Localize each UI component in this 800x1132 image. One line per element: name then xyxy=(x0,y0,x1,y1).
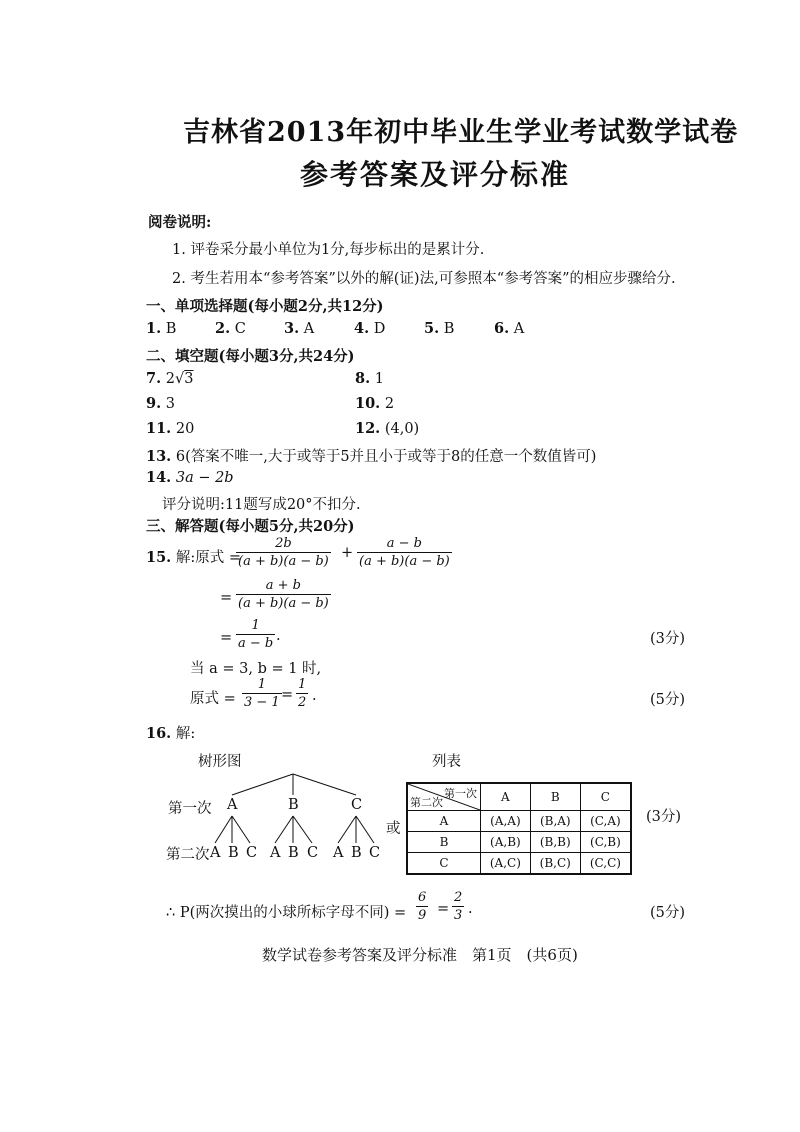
q15-fraction-2: $\frac{a - b}{(a + b)(a - b)}$ xyxy=(359,536,450,569)
q16-score-1: (3分) xyxy=(646,809,682,825)
q15-score-1: (3分) xyxy=(650,631,686,647)
tree-branch-root-c xyxy=(293,774,356,795)
tree-leaf: C xyxy=(307,845,319,861)
q16-eq: = xyxy=(437,901,450,917)
q16-period: . xyxy=(468,901,473,917)
tree-branch-b-a xyxy=(275,816,293,843)
tree-branch-a-a xyxy=(215,816,232,843)
tree-branch-c-a xyxy=(338,816,356,843)
q15-period: . xyxy=(276,628,281,644)
q15-line1-label: 15. 解:原式 = xyxy=(146,549,241,566)
answer-11: 11. 20 xyxy=(146,420,195,437)
section1-heading: 一、单项选择题(每小题2分,共12分) xyxy=(146,298,384,315)
scoring-note: 评分说明:11题写成20°不扣分. xyxy=(162,497,361,513)
table-col-header: A xyxy=(481,783,531,811)
q15-score-2: (5分) xyxy=(650,692,686,708)
tree-leaf: A xyxy=(270,845,281,861)
tree-leaf: A xyxy=(333,845,344,861)
q15-eq-3: = xyxy=(281,687,294,703)
notes-heading: 阅卷说明: xyxy=(148,214,212,231)
answer-6: 6. A xyxy=(494,320,525,337)
tree-node-b: B xyxy=(288,797,299,813)
table-cell: (A,A) xyxy=(481,811,531,832)
table-cell: (B,A) xyxy=(530,811,580,832)
q16-fraction-2: $\frac{2}{3}$ xyxy=(454,890,463,923)
answer-12: 12. (4,0) xyxy=(355,420,420,437)
tree-branch-root-a xyxy=(232,774,293,795)
answer-1: 1. B xyxy=(146,320,177,337)
or-text: 或 xyxy=(386,821,401,837)
tree-leaf: B xyxy=(228,845,239,861)
tree-title: 树形图 xyxy=(198,754,242,770)
answer-13: 13. 6(答案不唯一,大于或等于5并且小于或等于8的任意一个数值皆可) xyxy=(146,448,597,465)
table-header-row xyxy=(407,783,631,811)
q15-plus: + xyxy=(341,545,354,561)
table-col-header: B xyxy=(530,783,580,811)
table-cell: (A,C) xyxy=(481,853,531,875)
note-item-1: 1. 评卷采分最小单位为1分,每步标出的是累计分. xyxy=(172,242,485,258)
table-corner-cell xyxy=(407,783,481,811)
table-row xyxy=(407,853,631,875)
section3-heading: 三、解答题(每小题5分,共20分) xyxy=(146,518,355,535)
tree-second-label: 第二次 xyxy=(166,847,210,863)
tree-leaf: C xyxy=(246,845,258,861)
q15-fraction-3: $\frac{a + b}{(a + b)(a - b)}$ xyxy=(238,578,329,611)
table-cell: (C,C) xyxy=(580,853,631,875)
q15-fraction-4: $\frac{1}{a - b}$ xyxy=(238,618,274,651)
table-title: 列表 xyxy=(432,754,461,770)
tree-leaf: B xyxy=(288,845,299,861)
outcome-table xyxy=(406,782,632,875)
tree-node-a: A xyxy=(227,797,238,813)
table-row-header: A xyxy=(407,811,481,832)
table-cell: (C,B) xyxy=(580,832,631,853)
tree-node-c: C xyxy=(351,797,363,813)
table-col-header: C xyxy=(580,783,631,811)
q15-orig: 原式 = xyxy=(190,691,236,707)
q16-fraction-1: $\frac{6}{9}$ xyxy=(418,890,427,923)
page-subtitle: 参考答案及评分标准 xyxy=(300,158,571,191)
table-cell: (B,B) xyxy=(530,832,580,853)
section2-heading: 二、填空题(每小题3分,共24分) xyxy=(146,348,355,365)
answer-10: 10. 2 xyxy=(355,395,395,412)
answer-3: 3. A xyxy=(284,320,315,337)
q15-fraction-6: $\frac{1}{2}$ xyxy=(298,677,307,710)
table-row-header: C xyxy=(407,853,481,875)
q16-conclusion: ∴ P(两次摸出的小球所标字母不同) = xyxy=(166,905,407,921)
table-row-header: B xyxy=(407,832,481,853)
table-cell: (C,A) xyxy=(580,811,631,832)
corner-top-label: 第一次 xyxy=(444,787,477,800)
table-row xyxy=(407,832,631,853)
q15-eq-2: = xyxy=(220,630,233,646)
table-row xyxy=(407,811,631,832)
q15-when: 当 a = 3, b = 1 时, xyxy=(190,661,322,677)
corner-bottom-label: 第二次 xyxy=(410,796,443,809)
answer-4: 4. D xyxy=(354,320,386,337)
q15-period-2: . xyxy=(312,688,317,704)
q15-fraction-1: $\frac{2b}{(a + b)(a - b)}$ xyxy=(238,536,329,569)
table-cell: (A,B) xyxy=(481,832,531,853)
tree-branch-a-c xyxy=(232,816,250,843)
q15-fraction-5: $\frac{1}{3 - 1}$ xyxy=(244,677,280,710)
tree-leaf: C xyxy=(369,845,381,861)
page-footer: 数学试卷参考答案及评分标准 第1页 (共6页) xyxy=(262,946,578,964)
answer-9: 9. 3 xyxy=(146,395,175,412)
q16-score-2: (5分) xyxy=(650,905,686,921)
table-cell: (B,C) xyxy=(530,853,580,875)
tree-branch-b-c xyxy=(293,816,312,843)
tree-first-label: 第一次 xyxy=(168,801,212,817)
answer-2: 2. C xyxy=(215,320,246,337)
answer-5: 5. B xyxy=(424,320,455,337)
answer-8: 8. 1 xyxy=(355,370,384,387)
tree-leaf: B xyxy=(351,845,362,861)
page-title: 吉林省2013年初中毕业生学业考试数学试卷 xyxy=(183,117,739,148)
note-item-2: 2. 考生若用本“参考答案”以外的解(证)法,可参照本“参考答案”的相应步骤给分. xyxy=(172,271,676,287)
answer-14: 14. 3a − 2b xyxy=(146,469,234,486)
answer-7: 7. 2√3 xyxy=(146,370,194,387)
tree-branch-c-c xyxy=(356,816,374,843)
q16-label: 16. 解: xyxy=(146,725,196,742)
tree-leaf: A xyxy=(210,845,221,861)
q15-eq-1: = xyxy=(220,590,233,606)
